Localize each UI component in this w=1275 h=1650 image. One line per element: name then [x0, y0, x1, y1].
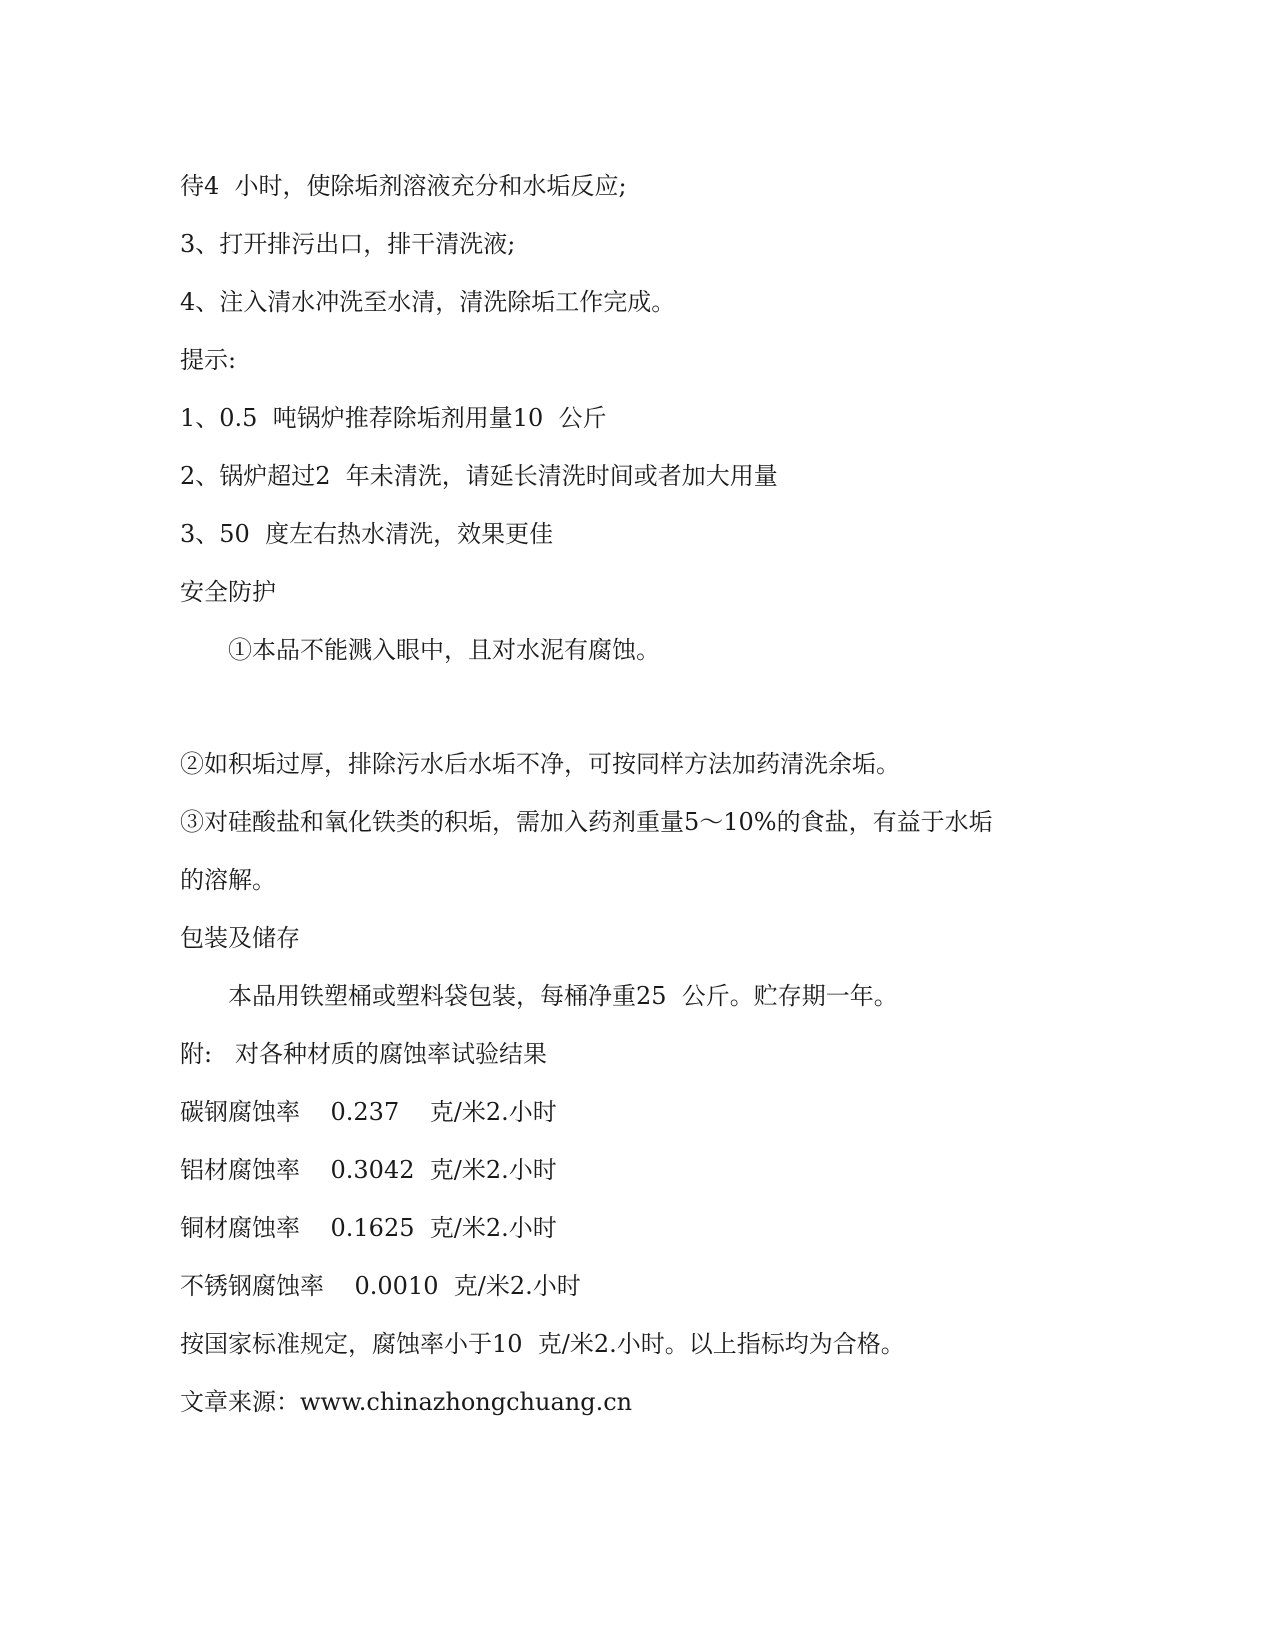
packaging-heading: 包装及储存	[180, 924, 300, 952]
copper-rate: 铜材腐蚀率 0.1625 克/米2.小时	[180, 1214, 557, 1242]
step-4-text: 4、注入清水冲洗至水清，清洗除垢工作完成。	[180, 288, 676, 316]
tip-1-text: 1、0.5 吨锅炉推荐除垢剂用量10 公斤	[180, 404, 607, 432]
safety-heading: 安全防护	[180, 578, 276, 606]
safety-item-3-cont: 的溶解。	[180, 866, 276, 894]
source-text: 文章来源：www.chinazhongchuang.cn	[180, 1388, 633, 1416]
tips-heading: 提示:	[180, 346, 237, 374]
step-wait-text: 待4 小时，使除垢剂溶液充分和水垢反应;	[180, 172, 627, 200]
stainless-steel-rate: 不锈钢腐蚀率 0.0010 克/米2.小时	[180, 1272, 581, 1300]
carbon-steel-rate: 碳钢腐蚀率 0.237 克/米2.小时	[180, 1098, 557, 1126]
safety-item-2: ②如积垢过厚，排除污水后水垢不净，可按同样方法加药清洗余垢。	[180, 750, 900, 778]
safety-item-3: ③对硅酸盐和氧化铁类的积垢，需加入药剂重量5～10%的食盐，有益于水垢	[180, 808, 993, 836]
aluminum-rate: 铝材腐蚀率 0.3042 克/米2.小时	[180, 1156, 557, 1184]
safety-item-1: ①本品不能溅入眼中，且对水泥有腐蚀。	[228, 636, 660, 664]
tip-3-text: 3、50 度左右热水清洗，效果更佳	[180, 520, 554, 548]
standard-note: 按国家标准规定，腐蚀率小于10 克/米2.小时。以上指标均为合格。	[180, 1330, 905, 1358]
step-3-text: 3、打开排污出口，排干清洗液;	[180, 230, 516, 258]
appendix-heading: 附: 对各种材质的腐蚀率试验结果	[180, 1040, 547, 1068]
tip-2-text: 2、锅炉超过2 年未清洗，请延长清洗时间或者加大用量	[180, 462, 778, 490]
packaging-text: 本品用铁塑桶或塑料袋包装，每桶净重25 公斤。贮存期一年。	[228, 982, 898, 1010]
